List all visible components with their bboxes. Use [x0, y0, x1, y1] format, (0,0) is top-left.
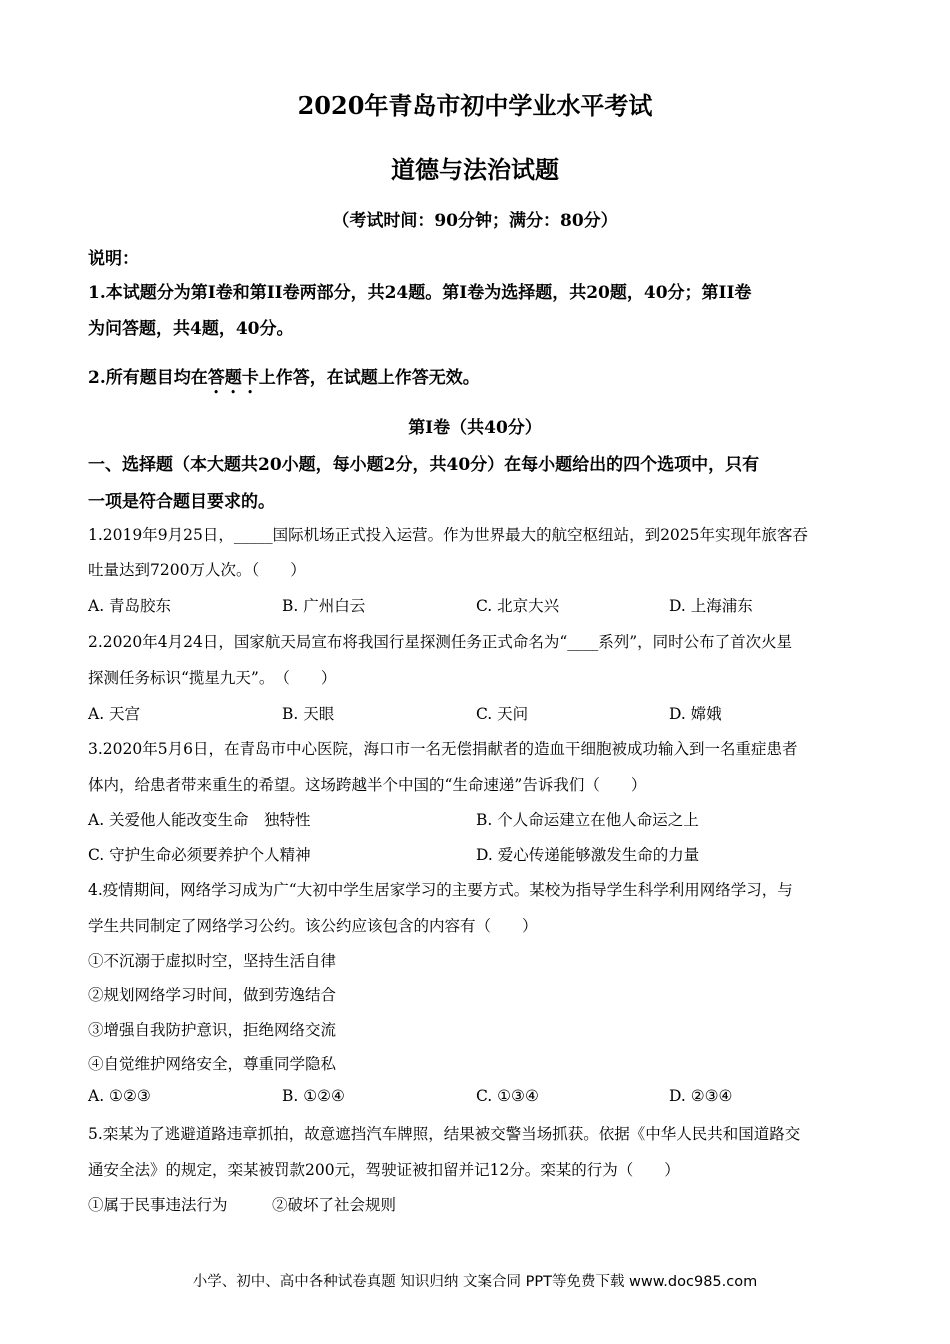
notes-item-2-post: 上作答，在试题上作答无效。 — [258, 368, 480, 388]
question-2-option-a: A. 天宫 — [88, 705, 141, 723]
question-3-option-a: A. 关爱他人能改变生命 独特性 — [88, 811, 311, 829]
notes-item-2 — [88, 363, 480, 398]
question-1-option-a: A. 青岛胶东 — [88, 597, 172, 615]
question-4-option-d: D. ②③④ — [669, 1087, 733, 1105]
part-title: 第Ⅰ卷（共40分） — [408, 418, 542, 438]
question-5-line-1: 5.栾某为了逃避道路违章抓拍，故意遮挡汽车牌照，结果被交警当场抓获。依据《中华人民共和国道路交 — [88, 1125, 801, 1143]
question-4-item-3: ③增强自我防护意识，拒绝网络交流 — [88, 1021, 337, 1039]
notes-item-1-line-2: 为问答题，共4题，40分。 — [88, 319, 294, 339]
question-4-option-a: A. ①②③ — [88, 1087, 151, 1105]
question-2-line-2: 探测任务标识“揽星九天”。 （ ） — [88, 669, 337, 687]
notes-heading: 说明： — [88, 249, 139, 269]
question-4-item-1: ①不沉溺于虚拟时空，坚持生活自律 — [88, 952, 337, 970]
question-4-option-b: B. ①②④ — [282, 1087, 345, 1105]
question-4-option-c: C. ①③④ — [476, 1087, 539, 1105]
exam-info: （考试时间：90分钟；满分：80分） — [332, 211, 618, 231]
exam-subtitle: 道德与法治试题 — [391, 155, 559, 184]
question-1-line-2: 吐量达到7200万人次。（ ） — [88, 561, 306, 579]
question-3-option-b: B. 个人命运建立在他人命运之上 — [476, 811, 699, 829]
question-2-option-d: D. 嫦娥 — [669, 705, 722, 723]
notes-item-1-line-1: 1.本试题分为第Ⅰ卷和第II卷两部分，共24题。第Ⅰ卷为选择题，共20题，40分；第II卷 — [88, 283, 752, 303]
section-instruction-line-2: 一项是符合题目要求的。 — [88, 492, 275, 512]
question-5-line-2: 通安全法》的规定，栾某被罚款200元，驾驶证被扣留并记12分。栾某的行为（ ） — [88, 1161, 680, 1179]
question-5-item-1: ①属于民事违法行为 — [88, 1196, 228, 1214]
question-4-line-2: 学生共同制定了网络学习公约。该公约应该包含的内容有（ ） — [88, 917, 538, 935]
question-2-line-1: 2.2020年4月24日，国家航天局宣布将我国行星探测任务正式命名为“____系列”，同时公布了首次火星 — [88, 633, 793, 651]
question-1-line-1: 1.2019年9月25日，_____国际机场正式投入运营。作为世界最大的航空枢纽站，到2025年实现年旅客吞 — [88, 526, 809, 544]
question-2-option-b: B. 天眼 — [282, 705, 335, 723]
notes-item-2-pre: 2.所有题目均在 — [88, 368, 208, 388]
question-3-option-d: D. 爱心传递能够激发生命的力量 — [476, 846, 700, 864]
question-3-line-2: 体内，给患者带来重生的希望。这场跨越半个中国的“生命速递”告诉我们（ ） — [88, 776, 647, 794]
question-1-option-d: D. 上海浦东 — [669, 597, 753, 615]
question-4-item-2: ②规划网络学习时间，做到劳逸结合 — [88, 986, 337, 1004]
question-4-line-1: 4.疫情期间，网络学习成为广“大初中学生居家学习的主要方式。某校为指导学生科学利用网络学习，与 — [88, 881, 793, 899]
section-instruction-line-1: 一、选择题（本大题共20小题，每小题2分，共40分）在每小题给出的四个选项中，只有 — [88, 455, 760, 475]
question-4-item-4: ④自觉维护网络安全，尊重同学隐私 — [88, 1055, 337, 1073]
question-3-option-c: C. 守护生命必须要养护个人精神 — [88, 846, 311, 864]
question-1-option-c: C. 北京大兴 — [476, 597, 560, 615]
question-3-line-1: 3.2020年5月6日，在青岛市中心医院，海口市一名无偿捐献者的造血干细胞被成功输入到一名重症患者 — [88, 740, 798, 758]
question-5-item-2: ②破坏了社会规则 — [272, 1196, 397, 1214]
question-1-option-b: B. 广州白云 — [282, 597, 366, 615]
notes-item-2-emphasis: 答题卡 — [207, 368, 259, 388]
question-2-option-c: C. 天问 — [476, 705, 529, 723]
exam-title: 2020年青岛市初中学业水平考试 — [297, 91, 653, 120]
page-footer: 小学、初中、高中各种试卷真题 知识归纳 文案合同 PPT等免费下载 www.doc985.com — [192, 1274, 758, 1290]
